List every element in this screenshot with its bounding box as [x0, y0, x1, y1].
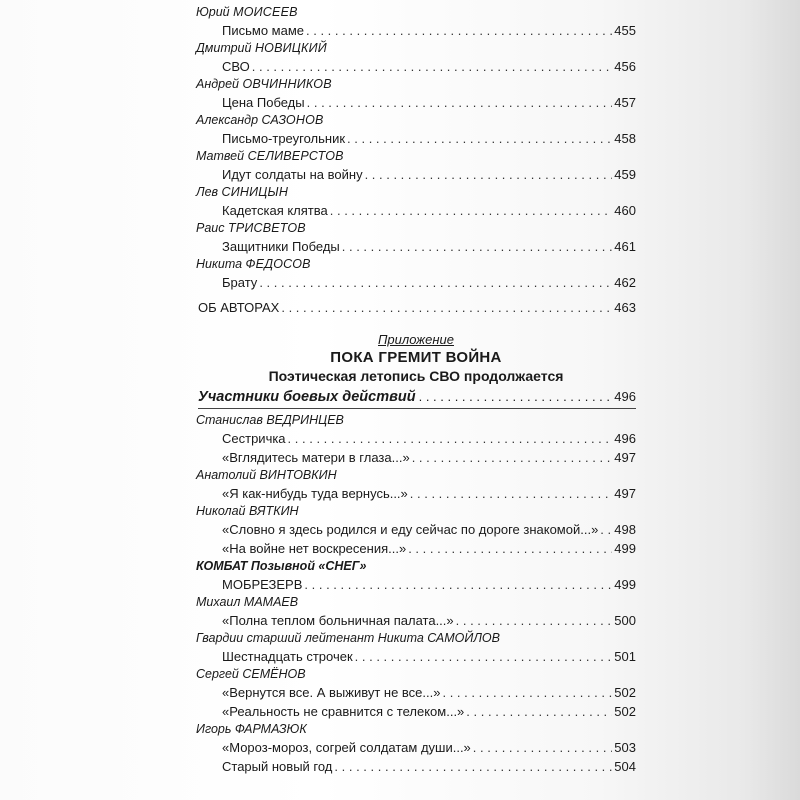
table-of-contents	[196, 4, 636, 776]
leader-dots	[259, 273, 612, 292]
entry-title: «Реальность не сравнится с телеком...»	[222, 704, 465, 719]
entry-title: Цена Победы	[222, 95, 305, 110]
page-number: 497	[614, 486, 636, 501]
toc-group	[196, 220, 636, 256]
leader-dots	[473, 738, 613, 757]
toc-entry[interactable]	[196, 429, 636, 448]
author-name: Михаил МАМАЕВ	[196, 595, 299, 609]
page-number: 498	[614, 522, 636, 537]
leader-dots	[347, 129, 612, 148]
toc-entry[interactable]	[196, 683, 636, 702]
leader-dots	[252, 57, 613, 76]
author-name: Анатолий ВИНТОВКИН	[196, 468, 337, 482]
toc-group	[196, 467, 636, 503]
leader-dots	[419, 386, 612, 408]
page-number: 499	[614, 541, 636, 556]
leader-dots	[288, 429, 613, 448]
toc-entry[interactable]	[196, 539, 636, 558]
entry-title: СВО	[222, 59, 250, 74]
toc-entry[interactable]	[196, 520, 636, 539]
page-number: 501	[614, 649, 636, 664]
leader-dots	[456, 611, 613, 630]
toc-entry[interactable]	[196, 484, 636, 503]
page-number: 458	[614, 131, 636, 146]
toc-group	[196, 76, 636, 112]
page-number: 502	[614, 704, 636, 719]
toc-entry[interactable]	[196, 201, 636, 220]
toc-entry[interactable]	[196, 757, 636, 776]
page-number: 463	[614, 300, 636, 315]
toc-entry[interactable]	[196, 165, 636, 184]
page-number: 461	[614, 239, 636, 254]
entry-title: Письмо маме	[222, 23, 304, 38]
leader-dots	[442, 683, 612, 702]
toc-group	[196, 666, 636, 721]
toc-entry[interactable]	[196, 575, 636, 594]
leader-dots	[281, 298, 612, 317]
toc-entry[interactable]	[196, 738, 636, 757]
toc-group	[196, 721, 636, 776]
section-heading[interactable]	[196, 386, 636, 408]
page-number: 497	[614, 450, 636, 465]
toc-entry[interactable]	[196, 129, 636, 148]
author-name: Юрий МОИСЕЕВ	[196, 5, 298, 19]
entry-title: «Я как-нибудь туда вернусь...»	[222, 486, 408, 501]
toc-entry[interactable]	[196, 448, 636, 467]
entry-title: Письмо-треугольник	[222, 131, 346, 146]
entry-title: Сестричка	[222, 431, 286, 446]
toc-entry[interactable]	[196, 647, 636, 666]
page-number: 502	[614, 685, 636, 700]
page-number: 462	[614, 275, 636, 290]
toc-group	[196, 256, 636, 292]
entry-title: ОБ АВТОРАХ	[198, 300, 280, 315]
author-name: Раис ТРИСВЕТОВ	[196, 221, 306, 235]
toc-entry[interactable]	[196, 237, 636, 256]
leader-dots	[365, 165, 613, 184]
leader-dots	[408, 539, 612, 558]
page-number: 456	[614, 59, 636, 74]
author-name: Матвей СЕЛИВЕРСТОВ	[196, 149, 344, 163]
entry-title: «На войне нет воскресения...»	[222, 541, 407, 556]
page-number: 457	[614, 95, 636, 110]
author-name: Дмитрий НОВИЦКИЙ	[196, 41, 327, 55]
entry-title: Кадетская клятва	[222, 203, 328, 218]
entry-title: Старый новый год	[222, 759, 333, 774]
page-number: 499	[614, 577, 636, 592]
toc-group	[196, 412, 636, 467]
toc-entry[interactable]	[196, 93, 636, 112]
section-title: Участники боевых действий	[198, 389, 416, 405]
leader-dots	[355, 647, 613, 666]
entry-title: Брату	[222, 275, 258, 290]
author-name: Никита ФЕДОСОВ	[196, 257, 311, 271]
author-name: Андрей ОВЧИННИКОВ	[196, 77, 332, 91]
entry-title: «Словно я здесь родился и еду сейчас по дороге знакомой...»	[222, 522, 599, 537]
toc-entry[interactable]	[196, 21, 636, 40]
appendix-label: Приложение	[378, 332, 454, 347]
page-number: 460	[614, 203, 636, 218]
entry-title: «Полна теплом больничная палата...»	[222, 613, 454, 628]
author-name: Станислав ВЕДРИНЦЕВ	[196, 413, 344, 427]
entry-title: «Вернутся все. А выживут не все...»	[222, 685, 441, 700]
entry-title: «Мороз-мороз, согрей солдатам души...»	[222, 740, 471, 755]
appendix-subtitle: Поэтическая летопись СВО продолжается	[268, 368, 564, 384]
page-number: 496	[614, 431, 636, 446]
entry-title: МОБРЕЗЕРВ	[222, 577, 303, 592]
leader-dots	[304, 575, 612, 594]
toc-group	[196, 558, 636, 594]
toc-entry[interactable]	[196, 57, 636, 76]
page-number: 503	[614, 740, 636, 755]
entry-title: Защитники Победы	[222, 239, 340, 254]
leader-dots	[466, 702, 612, 721]
entry-title: «Вглядитесь матери в глаза...»	[222, 450, 410, 465]
entry-title: Шестнадцать строчек	[222, 649, 353, 664]
toc-group	[196, 4, 636, 40]
toc-group	[196, 184, 636, 220]
entry-title: Идут солдаты на войну	[222, 167, 363, 182]
author-name: Лев СИНИЦЫН	[196, 185, 289, 199]
author-name: Игорь ФАРМАЗЮК	[196, 722, 307, 736]
author-name: Гвардии старший лейтенант Никита САМОЙЛОВ	[196, 631, 500, 645]
toc-group	[196, 148, 636, 184]
toc-entry[interactable]	[196, 611, 636, 630]
toc-entry[interactable]	[196, 702, 636, 721]
page-number: 496	[614, 389, 636, 404]
page-number: 455	[614, 23, 636, 38]
leader-dots	[412, 448, 613, 467]
leader-dots	[306, 21, 612, 40]
author-name: Александр САЗОНОВ	[196, 113, 324, 127]
toc-group	[196, 112, 636, 148]
leader-dots	[334, 757, 612, 776]
page-number: 459	[614, 167, 636, 182]
page-number: 500	[614, 613, 636, 628]
author-name: Николай ВЯТКИН	[196, 504, 299, 518]
toc-group	[196, 40, 636, 76]
appendix-title: ПОКА ГРЕМИТ ВОЙНА	[330, 349, 502, 366]
author-name: Сергей СЕМЁНОВ	[196, 667, 306, 681]
leader-dots	[330, 201, 613, 220]
toc-entry-about-authors[interactable]	[196, 298, 636, 317]
leader-dots	[307, 93, 613, 112]
toc-group	[196, 594, 636, 630]
leader-dots	[342, 237, 613, 256]
author-name: КОМБАТ Позывной «СНЕГ»	[196, 559, 367, 573]
toc-group	[196, 503, 636, 558]
toc-entry[interactable]	[196, 273, 636, 292]
toc-group	[196, 630, 636, 666]
page-number: 504	[614, 759, 636, 774]
leader-dots	[410, 484, 613, 503]
leader-dots	[600, 520, 612, 539]
section-divider	[198, 408, 636, 409]
